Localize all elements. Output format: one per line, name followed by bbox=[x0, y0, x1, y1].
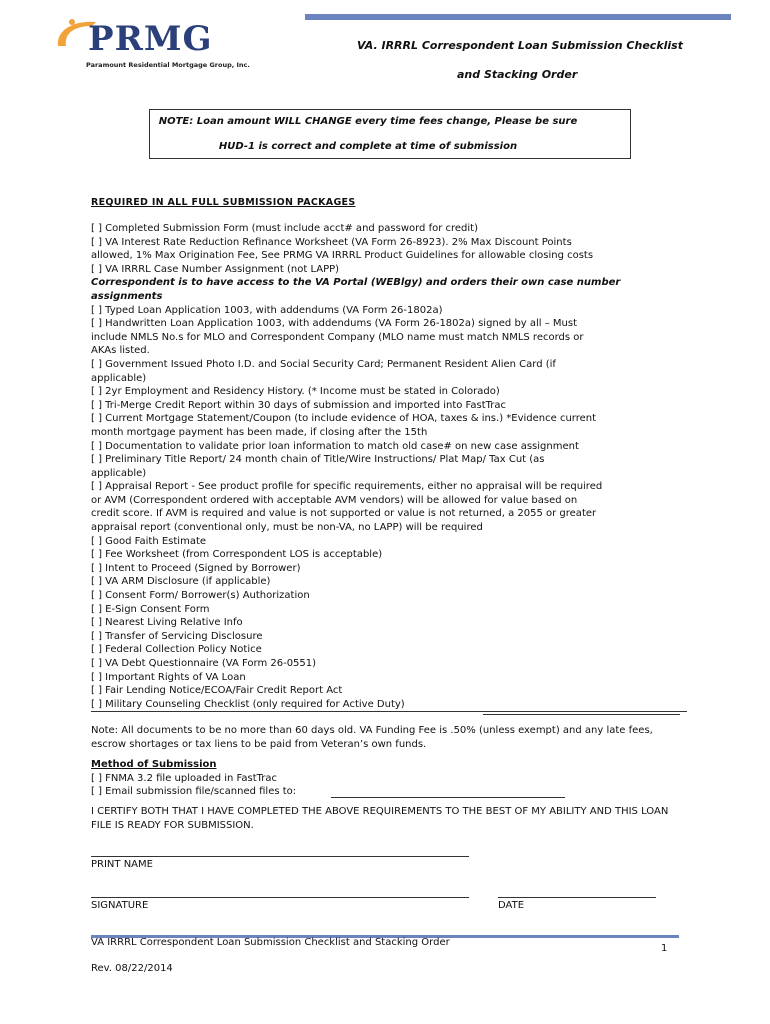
note-line-1: NOTE: Loan amount WILL CHANGE every time fees change, Please be sure bbox=[158, 116, 578, 127]
checklist-line: appraisal report (conventional only, must be non-VA, no LAPP) will be required bbox=[91, 522, 483, 534]
footer-title: VA IRRRL Correspondent Loan Submission Checklist and Stacking Order bbox=[91, 937, 450, 948]
method-heading: Method of Submission bbox=[91, 759, 217, 770]
header-top-bar bbox=[305, 14, 731, 20]
checklist-line: credit score. If AVM is required and value is not supported or value is not returned, a 2055 or greater bbox=[91, 508, 597, 520]
checklist-line: AKAs listed. bbox=[91, 345, 150, 357]
checklist-line[interactable]: [ ] Fair Lending Notice/ECOA/Fair Credit Report Act bbox=[91, 685, 343, 697]
documents-note: Note: All documents to be no more than 60 days old. VA Funding Fee is .50% (unless exempt) and any late fees, escrow shortages or tax liens to be paid from Veteran’s own funds. bbox=[91, 725, 653, 750]
logo-subtitle: Paramount Residential Mortgage Group, Inc. bbox=[86, 61, 250, 69]
date-line[interactable] bbox=[498, 897, 656, 898]
checklist-line[interactable]: [ ] VA Debt Questionnaire (VA Form 26-0551) bbox=[91, 658, 317, 669]
checklist-line[interactable]: [ ] Preliminary Title Report/ 24 month chain of Title/Wire Instructions/ Plat Map/ Tax Cut (as bbox=[91, 454, 545, 466]
checklist-line[interactable]: [ ] VA ARM Disclosure (if applicable) bbox=[91, 576, 271, 588]
checklist-line: include NMLS No.s for MLO and Correspondent Company (MLO name must match NMLS records or bbox=[91, 331, 584, 343]
date-label: DATE bbox=[498, 900, 525, 911]
page-number: 1 bbox=[661, 943, 668, 954]
checklist-line: Correspondent is to have access to the VA Portal (WEBlgy) and orders their own case number bbox=[91, 277, 621, 289]
revision-date: Rev. 08/22/2014 bbox=[91, 963, 173, 974]
certification-statement: I CERTIFY BOTH THAT I HAVE COMPLETED THE ABOVE REQUIREMENTS TO THE BEST OF MY ABILITY AND THIS LOAN FILE IS READY FOR SUBMISSION. bbox=[91, 806, 669, 831]
prmg-logo bbox=[50, 14, 260, 72]
signature-line[interactable] bbox=[91, 897, 469, 898]
checklist-line: month mortgage payment has been made, if closing after the 15th bbox=[91, 426, 428, 438]
checklist-line[interactable]: [ ] Tri-Merge Credit Report within 30 days of submission and imported into FastTrac bbox=[91, 399, 507, 411]
checklist-line[interactable]: [ ] Typed Loan Application 1003, with addendums (VA Form 26-1802a) bbox=[91, 304, 443, 316]
checklist-line[interactable]: [ ] Completed Submission Form (must include acct# and password for credit) bbox=[91, 223, 479, 234]
checklist-line[interactable]: [ ] Federal Collection Policy Notice bbox=[91, 644, 262, 656]
checklist-line: assignments bbox=[91, 290, 163, 302]
checklist-line[interactable]: [ ] 2yr Employment and Residency History. (* Income must be stated in Colorado) bbox=[91, 386, 500, 398]
document-subtitle: and Stacking Order bbox=[457, 68, 578, 81]
checklist-line[interactable]: [ ] Appraisal Report - See product profile for specific requirements, either no appraisal will be required bbox=[91, 481, 603, 493]
submission-method bbox=[91, 758, 296, 799]
checklist-line[interactable]: [ ] Fee Worksheet (from Correspondent LOS is acceptable) bbox=[91, 549, 383, 561]
checklist-line[interactable]: [ ] VA Interest Rate Reduction Refinance Worksheet (VA Form 26-8923). 2% Max Discount Points bbox=[91, 236, 572, 248]
checklist-line: or AVM (Correspondent ordered with acceptable AVM vendors) will be allowed for value based on bbox=[91, 494, 578, 506]
checklist-line[interactable]: [ ] Military Counseling Checklist (only required for Active Duty) bbox=[91, 698, 687, 713]
checklist-line[interactable]: [ ] Transfer of Servicing Disclosure bbox=[91, 630, 263, 642]
checklist-line[interactable]: [ ] Good Faith Estimate bbox=[91, 535, 207, 547]
checklist-line[interactable]: [ ] Handwritten Loan Application 1003, with addendums (VA Form 26-1802a) signed by all – Must bbox=[91, 318, 578, 330]
checklist-line[interactable]: [ ] E-Sign Consent Form bbox=[91, 603, 210, 615]
signature-label: SIGNATURE bbox=[91, 900, 149, 911]
document-title: VA. IRRRL Correspondent Loan Submission Checklist bbox=[357, 39, 683, 52]
checklist-line[interactable]: [ ] Important Rights of VA Loan bbox=[91, 671, 246, 683]
print-name-label: PRINT NAME bbox=[91, 859, 153, 870]
required-heading: REQUIRED IN ALL FULL SUBMISSION PACKAGES bbox=[91, 197, 356, 208]
checklist-line: applicable) bbox=[91, 372, 147, 384]
checklist-line[interactable]: [ ] Intent to Proceed (Signed by Borrower) bbox=[91, 562, 301, 574]
method-option-email[interactable]: [ ] Email submission file/scanned files to: bbox=[91, 786, 297, 798]
checklist-line[interactable]: [ ] Government Issued Photo I.D. and Social Security Card; Permanent Resident Alien Card (if bbox=[91, 358, 556, 370]
logo-wordmark: PRMG bbox=[88, 19, 213, 59]
note-line-2: HUD-1 is correct and complete at time of submission bbox=[218, 141, 518, 152]
divider-line bbox=[483, 714, 680, 715]
checklist-line: applicable) bbox=[91, 467, 147, 479]
required-checklist bbox=[91, 222, 687, 712]
print-name-line[interactable] bbox=[91, 856, 469, 857]
note-box bbox=[149, 109, 631, 159]
checklist-line[interactable]: [ ] VA IRRRL Case Number Assignment (not LAPP) bbox=[91, 263, 340, 275]
checklist-line: allowed, 1% Max Origination Fee, See PRMG VA IRRRL Product Guidelines for allowable closing costs bbox=[91, 250, 594, 262]
method-option-fnma[interactable]: [ ] FNMA 3.2 file uploaded in FastTrac bbox=[91, 772, 278, 784]
checklist-line[interactable]: [ ] Consent Form/ Borrower(s) Authorization bbox=[91, 590, 310, 602]
checklist-line[interactable]: [ ] Nearest Living Relative Info bbox=[91, 617, 243, 629]
email-blank-line[interactable] bbox=[331, 797, 565, 798]
checklist-line[interactable]: [ ] Current Mortgage Statement/Coupon (to include evidence of HOA, taxes & ins.) *Evidence current bbox=[91, 413, 597, 425]
checklist-line[interactable]: [ ] Documentation to validate prior loan information to match old case# on new case assignment bbox=[91, 440, 579, 452]
